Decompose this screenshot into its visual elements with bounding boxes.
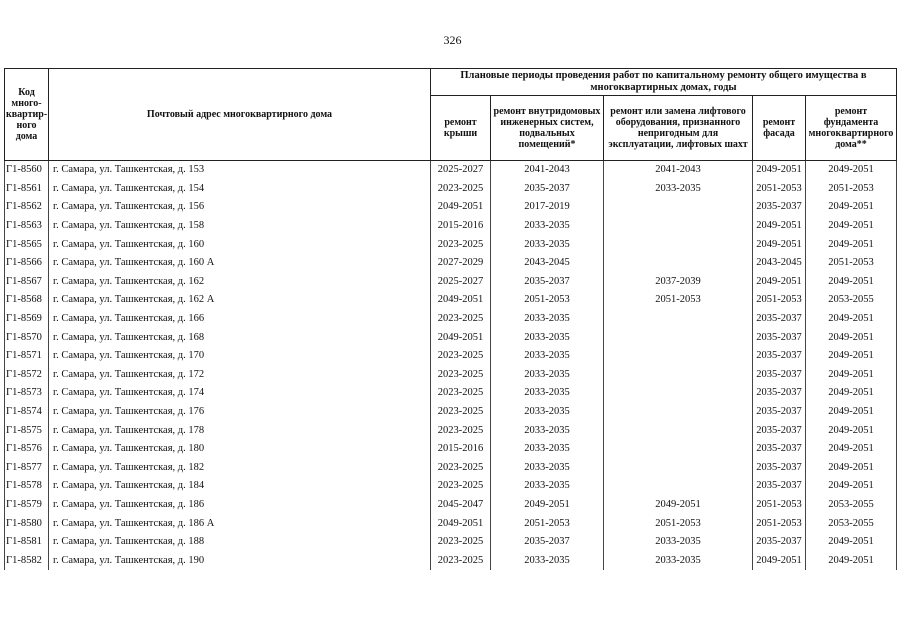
address-cell: г. Самара, ул. Ташкентская, д. 154 bbox=[49, 180, 431, 199]
address-cell: г. Самара, ул. Ташкентская, д. 160 bbox=[49, 235, 431, 254]
address-cell: г. Самара, ул. Ташкентская, д. 172 bbox=[49, 366, 431, 385]
header-roof-repair: ремонт крыши bbox=[431, 96, 491, 161]
elevator-period-cell: 2033-2035 bbox=[604, 533, 753, 552]
foundation-period-cell: 2049-2051 bbox=[806, 477, 897, 496]
facade-period-cell: 2035-2037 bbox=[753, 384, 806, 403]
table-row bbox=[5, 273, 897, 292]
address-cell: г. Самара, ул. Ташкентская, д. 188 bbox=[49, 533, 431, 552]
systems-period-cell: 2033-2035 bbox=[491, 347, 604, 366]
foundation-period-cell: 2049-2051 bbox=[806, 459, 897, 478]
page-number: 326 bbox=[443, 33, 462, 47]
roof-period-cell: 2023-2025 bbox=[431, 384, 491, 403]
table-row bbox=[5, 198, 897, 217]
code-cell: Г1-8562 bbox=[5, 198, 49, 217]
table-row bbox=[5, 310, 897, 329]
header-address: Почтовый адрес многоквартирного дома bbox=[49, 69, 431, 161]
facade-period-cell: 2051-2053 bbox=[753, 496, 806, 515]
facade-period-cell: 2035-2037 bbox=[753, 328, 806, 347]
elevator-period-cell bbox=[604, 384, 753, 403]
elevator-period-cell bbox=[604, 254, 753, 273]
systems-period-cell: 2033-2035 bbox=[491, 366, 604, 385]
facade-period-cell: 2035-2037 bbox=[753, 533, 806, 552]
header-foundation-repair: ремонт фундамента многоквартирного дома** bbox=[806, 96, 897, 161]
foundation-period-cell: 2049-2051 bbox=[806, 235, 897, 254]
code-cell: Г1-8582 bbox=[5, 551, 49, 570]
systems-period-cell: 2033-2035 bbox=[491, 477, 604, 496]
address-cell: г. Самара, ул. Ташкентская, д. 162 bbox=[49, 273, 431, 292]
code-cell: Г1-8575 bbox=[5, 421, 49, 440]
roof-period-cell: 2045-2047 bbox=[431, 496, 491, 515]
code-cell: Г1-8577 bbox=[5, 459, 49, 478]
code-cell: Г1-8576 bbox=[5, 440, 49, 459]
elevator-period-cell: 2041-2043 bbox=[604, 161, 753, 180]
address-cell: г. Самара, ул. Ташкентская, д. 180 bbox=[49, 440, 431, 459]
facade-period-cell: 2051-2053 bbox=[753, 180, 806, 199]
address-cell: г. Самара, ул. Ташкентская, д. 186 bbox=[49, 496, 431, 515]
elevator-period-cell: 2051-2053 bbox=[604, 291, 753, 310]
roof-period-cell: 2023-2025 bbox=[431, 551, 491, 570]
address-cell: г. Самара, ул. Ташкентская, д. 182 bbox=[49, 459, 431, 478]
table-row bbox=[5, 514, 897, 533]
facade-period-cell: 2051-2053 bbox=[753, 514, 806, 533]
elevator-period-cell bbox=[604, 440, 753, 459]
elevator-period-cell: 2033-2035 bbox=[604, 180, 753, 199]
code-cell: Г1-8573 bbox=[5, 384, 49, 403]
roof-period-cell: 2023-2025 bbox=[431, 235, 491, 254]
address-cell: г. Самара, ул. Ташкентская, д. 174 bbox=[49, 384, 431, 403]
systems-period-cell: 2033-2035 bbox=[491, 459, 604, 478]
elevator-period-cell bbox=[604, 347, 753, 366]
roof-period-cell: 2025-2027 bbox=[431, 273, 491, 292]
foundation-period-cell: 2053-2055 bbox=[806, 514, 897, 533]
roof-period-cell: 2023-2025 bbox=[431, 366, 491, 385]
roof-period-cell: 2027-2029 bbox=[431, 254, 491, 273]
header-code: Код много-квартир-ного дома bbox=[5, 69, 49, 161]
systems-period-cell: 2033-2035 bbox=[491, 551, 604, 570]
systems-period-cell: 2033-2035 bbox=[491, 384, 604, 403]
systems-period-cell: 2033-2035 bbox=[491, 440, 604, 459]
address-cell: г. Самара, ул. Ташкентская, д. 178 bbox=[49, 421, 431, 440]
header-systems-repair: ремонт внутридомовых инженерных систем, подвальных помещений* bbox=[491, 96, 604, 161]
foundation-period-cell: 2049-2051 bbox=[806, 551, 897, 570]
facade-period-cell: 2049-2051 bbox=[753, 161, 806, 180]
address-cell: г. Самара, ул. Ташкентская, д. 168 bbox=[49, 328, 431, 347]
foundation-period-cell: 2049-2051 bbox=[806, 217, 897, 236]
code-cell: Г1-8566 bbox=[5, 254, 49, 273]
table-row bbox=[5, 440, 897, 459]
table-row bbox=[5, 366, 897, 385]
roof-period-cell: 2049-2051 bbox=[431, 514, 491, 533]
facade-period-cell: 2035-2037 bbox=[753, 198, 806, 217]
foundation-period-cell: 2049-2051 bbox=[806, 347, 897, 366]
code-cell: Г1-8560 bbox=[5, 161, 49, 180]
table-row bbox=[5, 161, 897, 180]
facade-period-cell: 2035-2037 bbox=[753, 366, 806, 385]
facade-period-cell: 2035-2037 bbox=[753, 440, 806, 459]
table-row bbox=[5, 551, 897, 570]
code-cell: Г1-8581 bbox=[5, 533, 49, 552]
address-cell: г. Самара, ул. Ташкентская, д. 170 bbox=[49, 347, 431, 366]
address-cell: г. Самара, ул. Ташкентская, д. 176 bbox=[49, 403, 431, 422]
foundation-period-cell: 2049-2051 bbox=[806, 310, 897, 329]
systems-period-cell: 2033-2035 bbox=[491, 217, 604, 236]
systems-period-cell: 2051-2053 bbox=[491, 514, 604, 533]
facade-period-cell: 2051-2053 bbox=[753, 291, 806, 310]
facade-period-cell: 2049-2051 bbox=[753, 551, 806, 570]
table-row bbox=[5, 254, 897, 273]
elevator-period-cell bbox=[604, 198, 753, 217]
systems-period-cell: 2017-2019 bbox=[491, 198, 604, 217]
systems-period-cell: 2035-2037 bbox=[491, 533, 604, 552]
table-body bbox=[5, 161, 897, 571]
facade-period-cell: 2035-2037 bbox=[753, 477, 806, 496]
facade-period-cell: 2043-2045 bbox=[753, 254, 806, 273]
elevator-period-cell bbox=[604, 403, 753, 422]
systems-period-cell: 2033-2035 bbox=[491, 403, 604, 422]
header-facade-repair: ремонт фасада bbox=[753, 96, 806, 161]
header-elevator-repair: ремонт или замена лифтового оборудования, признанного непригодным для эксплуатации, лифтовых шахт bbox=[604, 96, 753, 161]
roof-period-cell: 2023-2025 bbox=[431, 459, 491, 478]
code-cell: Г1-8568 bbox=[5, 291, 49, 310]
table-row bbox=[5, 180, 897, 199]
facade-period-cell: 2035-2037 bbox=[753, 459, 806, 478]
facade-period-cell: 2049-2051 bbox=[753, 217, 806, 236]
table-row bbox=[5, 235, 897, 254]
table-row bbox=[5, 496, 897, 515]
roof-period-cell: 2015-2016 bbox=[431, 440, 491, 459]
address-cell: г. Самара, ул. Ташкентская, д. 156 bbox=[49, 198, 431, 217]
systems-period-cell: 2033-2035 bbox=[491, 235, 604, 254]
address-cell: г. Самара, ул. Ташкентская, д. 190 bbox=[49, 551, 431, 570]
foundation-period-cell: 2049-2051 bbox=[806, 328, 897, 347]
facade-period-cell: 2049-2051 bbox=[753, 235, 806, 254]
elevator-period-cell: 2033-2035 bbox=[604, 551, 753, 570]
address-cell: г. Самара, ул. Ташкентская, д. 186 А bbox=[49, 514, 431, 533]
systems-period-cell: 2043-2045 bbox=[491, 254, 604, 273]
foundation-period-cell: 2049-2051 bbox=[806, 533, 897, 552]
table-row bbox=[5, 347, 897, 366]
code-cell: Г1-8569 bbox=[5, 310, 49, 329]
foundation-period-cell: 2049-2051 bbox=[806, 440, 897, 459]
elevator-period-cell bbox=[604, 328, 753, 347]
foundation-period-cell: 2049-2051 bbox=[806, 366, 897, 385]
roof-period-cell: 2025-2027 bbox=[431, 161, 491, 180]
systems-period-cell: 2033-2035 bbox=[491, 421, 604, 440]
code-cell: Г1-8579 bbox=[5, 496, 49, 515]
systems-period-cell: 2033-2035 bbox=[491, 328, 604, 347]
code-cell: Г1-8565 bbox=[5, 235, 49, 254]
roof-period-cell: 2023-2025 bbox=[431, 310, 491, 329]
code-cell: Г1-8574 bbox=[5, 403, 49, 422]
systems-period-cell: 2049-2051 bbox=[491, 496, 604, 515]
elevator-period-cell bbox=[604, 477, 753, 496]
table-row bbox=[5, 477, 897, 496]
elevator-period-cell: 2049-2051 bbox=[604, 496, 753, 515]
table-row bbox=[5, 533, 897, 552]
roof-period-cell: 2049-2051 bbox=[431, 328, 491, 347]
roof-period-cell: 2049-2051 bbox=[431, 291, 491, 310]
code-cell: Г1-8580 bbox=[5, 514, 49, 533]
systems-period-cell: 2033-2035 bbox=[491, 310, 604, 329]
foundation-period-cell: 2049-2051 bbox=[806, 161, 897, 180]
roof-period-cell: 2023-2025 bbox=[431, 421, 491, 440]
address-cell: г. Самара, ул. Ташкентская, д. 160 А bbox=[49, 254, 431, 273]
table-row bbox=[5, 421, 897, 440]
roof-period-cell: 2023-2025 bbox=[431, 347, 491, 366]
foundation-period-cell: 2049-2051 bbox=[806, 198, 897, 217]
elevator-period-cell bbox=[604, 235, 753, 254]
foundation-period-cell: 2051-2053 bbox=[806, 180, 897, 199]
code-cell: Г1-8571 bbox=[5, 347, 49, 366]
foundation-period-cell: 2053-2055 bbox=[806, 496, 897, 515]
foundation-period-cell: 2049-2051 bbox=[806, 384, 897, 403]
code-cell: Г1-8570 bbox=[5, 328, 49, 347]
code-cell: Г1-8572 bbox=[5, 366, 49, 385]
roof-period-cell: 2023-2025 bbox=[431, 533, 491, 552]
foundation-period-cell: 2049-2051 bbox=[806, 421, 897, 440]
facade-period-cell: 2049-2051 bbox=[753, 273, 806, 292]
roof-period-cell: 2049-2051 bbox=[431, 198, 491, 217]
elevator-period-cell bbox=[604, 310, 753, 329]
elevator-period-cell bbox=[604, 459, 753, 478]
code-cell: Г1-8578 bbox=[5, 477, 49, 496]
systems-period-cell: 2051-2053 bbox=[491, 291, 604, 310]
code-cell: Г1-8561 bbox=[5, 180, 49, 199]
foundation-period-cell: 2049-2051 bbox=[806, 273, 897, 292]
systems-period-cell: 2035-2037 bbox=[491, 273, 604, 292]
foundation-period-cell: 2049-2051 bbox=[806, 403, 897, 422]
code-cell: Г1-8567 bbox=[5, 273, 49, 292]
elevator-period-cell bbox=[604, 421, 753, 440]
table-row bbox=[5, 217, 897, 236]
address-cell: г. Самара, ул. Ташкентская, д. 184 bbox=[49, 477, 431, 496]
table-row bbox=[5, 403, 897, 422]
elevator-period-cell bbox=[604, 366, 753, 385]
table-row bbox=[5, 291, 897, 310]
capital-repair-table bbox=[4, 68, 897, 570]
systems-period-cell: 2035-2037 bbox=[491, 180, 604, 199]
foundation-period-cell: 2053-2055 bbox=[806, 291, 897, 310]
roof-period-cell: 2023-2025 bbox=[431, 180, 491, 199]
address-cell: г. Самара, ул. Ташкентская, д. 166 bbox=[49, 310, 431, 329]
roof-period-cell: 2023-2025 bbox=[431, 477, 491, 496]
header-planned-periods: Плановые периоды проведения работ по капитальному ремонту общего имущества в многоквартирных домах, годы bbox=[431, 69, 897, 96]
roof-period-cell: 2015-2016 bbox=[431, 217, 491, 236]
code-cell: Г1-8563 bbox=[5, 217, 49, 236]
address-cell: г. Самара, ул. Ташкентская, д. 162 А bbox=[49, 291, 431, 310]
foundation-period-cell: 2051-2053 bbox=[806, 254, 897, 273]
facade-period-cell: 2035-2037 bbox=[753, 403, 806, 422]
facade-period-cell: 2035-2037 bbox=[753, 347, 806, 366]
address-cell: г. Самара, ул. Ташкентская, д. 153 bbox=[49, 161, 431, 180]
facade-period-cell: 2035-2037 bbox=[753, 310, 806, 329]
facade-period-cell: 2035-2037 bbox=[753, 421, 806, 440]
elevator-period-cell: 2037-2039 bbox=[604, 273, 753, 292]
elevator-period-cell bbox=[604, 217, 753, 236]
table-row bbox=[5, 328, 897, 347]
roof-period-cell: 2023-2025 bbox=[431, 403, 491, 422]
table-row bbox=[5, 459, 897, 478]
address-cell: г. Самара, ул. Ташкентская, д. 158 bbox=[49, 217, 431, 236]
elevator-period-cell: 2051-2053 bbox=[604, 514, 753, 533]
table-row bbox=[5, 384, 897, 403]
systems-period-cell: 2041-2043 bbox=[491, 161, 604, 180]
